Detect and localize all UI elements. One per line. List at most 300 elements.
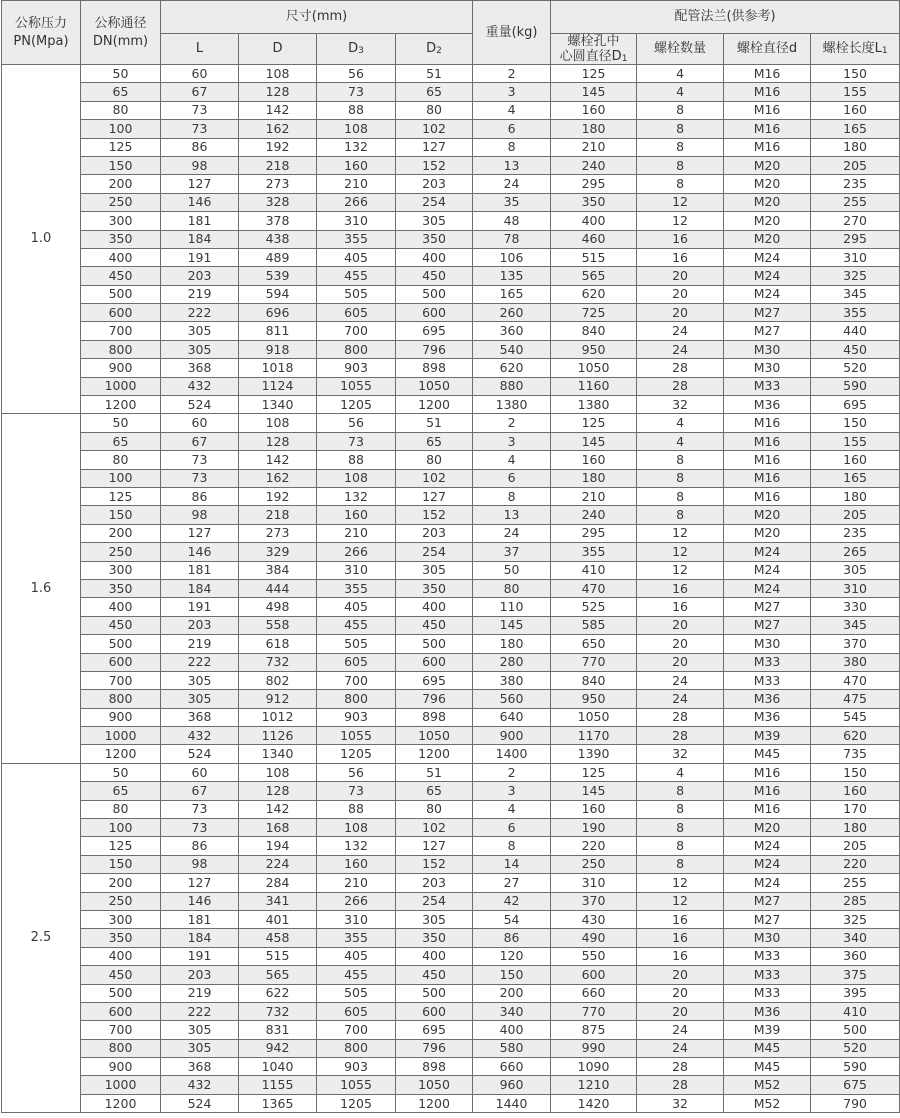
bolt-diameter-cell: M30 bbox=[724, 340, 811, 358]
bolt-count-cell: 12 bbox=[637, 561, 724, 579]
bolt-diameter-cell: M27 bbox=[724, 304, 811, 322]
bolt-diameter-cell: M24 bbox=[724, 837, 811, 855]
d2-cell: 80 bbox=[396, 800, 473, 818]
d3-cell: 210 bbox=[317, 175, 396, 193]
bolt-length-cell: 265 bbox=[811, 543, 900, 561]
table-row bbox=[2, 1039, 900, 1057]
weight-cell: 340 bbox=[473, 1002, 551, 1020]
bolt-length-cell: 310 bbox=[811, 579, 900, 597]
d1-cell: 295 bbox=[551, 175, 637, 193]
d2-cell: 796 bbox=[396, 340, 473, 358]
dn-cell: 400 bbox=[81, 248, 161, 266]
bolt-diameter-cell: M30 bbox=[724, 929, 811, 947]
weight-cell: 13 bbox=[473, 506, 551, 524]
d-cell: 128 bbox=[239, 782, 317, 800]
bolt-count-cell: 8 bbox=[637, 120, 724, 138]
l-cell: 146 bbox=[161, 543, 239, 561]
d-cell: 1012 bbox=[239, 708, 317, 726]
table-row bbox=[2, 579, 900, 597]
table-row bbox=[2, 1094, 900, 1112]
bolt-diameter-cell: M36 bbox=[724, 1002, 811, 1020]
bolt-diameter-cell: M20 bbox=[724, 156, 811, 174]
dn-cell: 80 bbox=[81, 800, 161, 818]
weight-cell: 48 bbox=[473, 212, 551, 230]
l-cell: 305 bbox=[161, 671, 239, 689]
d3-cell: 210 bbox=[317, 874, 396, 892]
d3-cell: 56 bbox=[317, 763, 396, 781]
header-dn: 公称通径 DN(mm) bbox=[81, 1, 161, 65]
d3-cell: 108 bbox=[317, 120, 396, 138]
d3-cell: 310 bbox=[317, 910, 396, 928]
weight-cell: 165 bbox=[473, 285, 551, 303]
l-cell: 368 bbox=[161, 1058, 239, 1076]
dn-cell: 150 bbox=[81, 156, 161, 174]
d-cell: 218 bbox=[239, 506, 317, 524]
bolt-count-cell: 12 bbox=[637, 543, 724, 561]
l-cell: 305 bbox=[161, 1021, 239, 1039]
l-cell: 222 bbox=[161, 653, 239, 671]
bolt-count-cell: 32 bbox=[637, 396, 724, 414]
d-cell: 108 bbox=[239, 763, 317, 781]
l-cell: 219 bbox=[161, 285, 239, 303]
bolt-diameter-cell: M20 bbox=[724, 212, 811, 230]
bolt-diameter-cell: M33 bbox=[724, 671, 811, 689]
dn-cell: 100 bbox=[81, 819, 161, 837]
bolt-count-cell: 12 bbox=[637, 892, 724, 910]
d3-cell: 800 bbox=[317, 1039, 396, 1057]
header-pn: 公称压力 PN(Mpa) bbox=[2, 1, 81, 65]
table-row bbox=[2, 396, 900, 414]
bolt-count-cell: 16 bbox=[637, 910, 724, 928]
dn-cell: 300 bbox=[81, 910, 161, 928]
bolt-count-cell: 12 bbox=[637, 193, 724, 211]
bolt-count-cell: 8 bbox=[637, 819, 724, 837]
table-row bbox=[2, 635, 900, 653]
d2-cell: 80 bbox=[396, 101, 473, 119]
bolt-diameter-cell: M30 bbox=[724, 359, 811, 377]
bolt-length-cell: 395 bbox=[811, 984, 900, 1002]
bolt-count-cell: 12 bbox=[637, 212, 724, 230]
bolt-length-cell: 375 bbox=[811, 966, 900, 984]
d-cell: 1018 bbox=[239, 359, 317, 377]
table-row bbox=[2, 377, 900, 395]
d2-cell: 51 bbox=[396, 414, 473, 432]
l-cell: 127 bbox=[161, 175, 239, 193]
d3-cell: 605 bbox=[317, 304, 396, 322]
bolt-length-cell: 285 bbox=[811, 892, 900, 910]
bolt-count-cell: 28 bbox=[637, 377, 724, 395]
d3-cell: 1055 bbox=[317, 1076, 396, 1094]
bolt-diameter-cell: M45 bbox=[724, 1039, 811, 1057]
l-cell: 86 bbox=[161, 487, 239, 505]
d-cell: 192 bbox=[239, 138, 317, 156]
bolt-length-cell: 475 bbox=[811, 690, 900, 708]
bolt-count-cell: 24 bbox=[637, 671, 724, 689]
bolt-length-cell: 545 bbox=[811, 708, 900, 726]
d1-cell: 840 bbox=[551, 322, 637, 340]
bolt-diameter-cell: M30 bbox=[724, 635, 811, 653]
header-bolt-length: 螺栓长度$L_1$ bbox=[811, 34, 900, 65]
l-cell: 67 bbox=[161, 83, 239, 101]
d3-cell: 903 bbox=[317, 359, 396, 377]
bolt-diameter-cell: M16 bbox=[724, 138, 811, 156]
d3-cell: 56 bbox=[317, 414, 396, 432]
d1-cell: 250 bbox=[551, 855, 637, 873]
dn-cell: 50 bbox=[81, 65, 161, 83]
bolt-diameter-cell: M27 bbox=[724, 322, 811, 340]
bolt-diameter-cell: M27 bbox=[724, 892, 811, 910]
d2-cell: 152 bbox=[396, 506, 473, 524]
bolt-diameter-cell: M24 bbox=[724, 561, 811, 579]
weight-cell: 3 bbox=[473, 83, 551, 101]
weight-cell: 2 bbox=[473, 414, 551, 432]
bolt-count-cell: 8 bbox=[637, 506, 724, 524]
table-row bbox=[2, 138, 900, 156]
d2-cell: 898 bbox=[396, 708, 473, 726]
bolt-length-cell: 325 bbox=[811, 910, 900, 928]
bolt-length-cell: 205 bbox=[811, 506, 900, 524]
d3-cell: 108 bbox=[317, 469, 396, 487]
d1-cell: 550 bbox=[551, 947, 637, 965]
pn-group-label: 1.0 bbox=[2, 65, 81, 414]
d3-cell: 266 bbox=[317, 892, 396, 910]
bolt-diameter-cell: M16 bbox=[724, 451, 811, 469]
bolt-diameter-cell: M39 bbox=[724, 727, 811, 745]
bolt-length-cell: 235 bbox=[811, 175, 900, 193]
d3-cell: 160 bbox=[317, 855, 396, 873]
header-l: L bbox=[161, 34, 239, 65]
l-cell: 146 bbox=[161, 193, 239, 211]
d-cell: 594 bbox=[239, 285, 317, 303]
dn-cell: 800 bbox=[81, 340, 161, 358]
dn-cell: 300 bbox=[81, 212, 161, 230]
weight-cell: 14 bbox=[473, 855, 551, 873]
table-row bbox=[2, 984, 900, 1002]
dn-cell: 125 bbox=[81, 837, 161, 855]
d1-cell: 125 bbox=[551, 763, 637, 781]
table-row bbox=[2, 910, 900, 928]
table-row bbox=[2, 1076, 900, 1094]
bolt-length-cell: 180 bbox=[811, 487, 900, 505]
d1-cell: 650 bbox=[551, 635, 637, 653]
d2-cell: 350 bbox=[396, 579, 473, 597]
d2-cell: 350 bbox=[396, 929, 473, 947]
d3-cell: 73 bbox=[317, 432, 396, 450]
bolt-count-cell: 32 bbox=[637, 1094, 724, 1112]
d1-cell: 180 bbox=[551, 469, 637, 487]
weight-cell: 50 bbox=[473, 561, 551, 579]
dn-cell: 50 bbox=[81, 414, 161, 432]
l-cell: 73 bbox=[161, 819, 239, 837]
l-cell: 432 bbox=[161, 727, 239, 745]
l-cell: 73 bbox=[161, 800, 239, 818]
d-cell: 558 bbox=[239, 616, 317, 634]
d3-cell: 505 bbox=[317, 635, 396, 653]
d2-cell: 500 bbox=[396, 984, 473, 1002]
d-cell: 328 bbox=[239, 193, 317, 211]
table-row bbox=[2, 598, 900, 616]
bolt-length-cell: 790 bbox=[811, 1094, 900, 1112]
bolt-count-cell: 16 bbox=[637, 947, 724, 965]
weight-cell: 24 bbox=[473, 175, 551, 193]
bolt-length-cell: 150 bbox=[811, 763, 900, 781]
weight-cell: 106 bbox=[473, 248, 551, 266]
weight-cell: 640 bbox=[473, 708, 551, 726]
bolt-length-cell: 205 bbox=[811, 156, 900, 174]
d1-cell: 160 bbox=[551, 101, 637, 119]
bolt-length-cell: 470 bbox=[811, 671, 900, 689]
l-cell: 146 bbox=[161, 892, 239, 910]
l-cell: 524 bbox=[161, 1094, 239, 1112]
d1-cell: 410 bbox=[551, 561, 637, 579]
bolt-diameter-cell: M20 bbox=[724, 506, 811, 524]
weight-cell: 8 bbox=[473, 487, 551, 505]
d3-cell: 455 bbox=[317, 966, 396, 984]
bolt-count-cell: 8 bbox=[637, 451, 724, 469]
weight-cell: 3 bbox=[473, 432, 551, 450]
bolt-diameter-cell: M39 bbox=[724, 1021, 811, 1039]
bolt-length-cell: 360 bbox=[811, 947, 900, 965]
d2-cell: 400 bbox=[396, 248, 473, 266]
bolt-count-cell: 8 bbox=[637, 487, 724, 505]
l-cell: 60 bbox=[161, 65, 239, 83]
d3-cell: 405 bbox=[317, 598, 396, 616]
weight-cell: 24 bbox=[473, 524, 551, 542]
weight-cell: 6 bbox=[473, 469, 551, 487]
table-row bbox=[2, 285, 900, 303]
weight-cell: 660 bbox=[473, 1058, 551, 1076]
bolt-length-cell: 410 bbox=[811, 1002, 900, 1020]
dn-cell: 350 bbox=[81, 929, 161, 947]
d3-cell: 56 bbox=[317, 65, 396, 83]
d2-cell: 695 bbox=[396, 1021, 473, 1039]
l-cell: 73 bbox=[161, 469, 239, 487]
bolt-count-cell: 8 bbox=[637, 469, 724, 487]
d2-cell: 254 bbox=[396, 543, 473, 561]
table-row bbox=[2, 616, 900, 634]
d1-cell: 525 bbox=[551, 598, 637, 616]
bolt-diameter-cell: M36 bbox=[724, 396, 811, 414]
weight-cell: 110 bbox=[473, 598, 551, 616]
weight-cell: 260 bbox=[473, 304, 551, 322]
l-cell: 127 bbox=[161, 524, 239, 542]
bolt-diameter-cell: M16 bbox=[724, 763, 811, 781]
bolt-diameter-cell: M27 bbox=[724, 910, 811, 928]
table-row bbox=[2, 1021, 900, 1039]
l-cell: 184 bbox=[161, 230, 239, 248]
d-cell: 918 bbox=[239, 340, 317, 358]
l-cell: 203 bbox=[161, 966, 239, 984]
l-cell: 184 bbox=[161, 579, 239, 597]
dn-cell: 1000 bbox=[81, 727, 161, 745]
bolt-length-cell: 170 bbox=[811, 800, 900, 818]
bolt-diameter-cell: M24 bbox=[724, 855, 811, 873]
d-cell: 622 bbox=[239, 984, 317, 1002]
d1-cell: 240 bbox=[551, 506, 637, 524]
dn-cell: 100 bbox=[81, 120, 161, 138]
table-row bbox=[2, 947, 900, 965]
d2-cell: 1050 bbox=[396, 727, 473, 745]
d1-cell: 515 bbox=[551, 248, 637, 266]
bolt-length-cell: 165 bbox=[811, 469, 900, 487]
weight-cell: 3 bbox=[473, 782, 551, 800]
d1-cell: 490 bbox=[551, 929, 637, 947]
l-cell: 60 bbox=[161, 763, 239, 781]
bolt-diameter-cell: M27 bbox=[724, 616, 811, 634]
l-cell: 524 bbox=[161, 745, 239, 763]
l-cell: 98 bbox=[161, 855, 239, 873]
bolt-count-cell: 16 bbox=[637, 230, 724, 248]
dn-cell: 900 bbox=[81, 1058, 161, 1076]
d3-cell: 800 bbox=[317, 340, 396, 358]
d3-cell: 132 bbox=[317, 138, 396, 156]
weight-cell: 1440 bbox=[473, 1094, 551, 1112]
d1-cell: 470 bbox=[551, 579, 637, 597]
bolt-length-cell: 330 bbox=[811, 598, 900, 616]
bolt-length-cell: 675 bbox=[811, 1076, 900, 1094]
d3-cell: 355 bbox=[317, 929, 396, 947]
d1-cell: 310 bbox=[551, 874, 637, 892]
d2-cell: 203 bbox=[396, 175, 473, 193]
d-cell: 1040 bbox=[239, 1058, 317, 1076]
dn-cell: 65 bbox=[81, 782, 161, 800]
table-row bbox=[2, 120, 900, 138]
d-cell: 458 bbox=[239, 929, 317, 947]
table-row bbox=[2, 653, 900, 671]
d-cell: 696 bbox=[239, 304, 317, 322]
d2-cell: 203 bbox=[396, 874, 473, 892]
bolt-count-cell: 20 bbox=[637, 267, 724, 285]
table-header bbox=[2, 1, 900, 65]
l-cell: 203 bbox=[161, 616, 239, 634]
dn-cell: 700 bbox=[81, 1021, 161, 1039]
table-row bbox=[2, 193, 900, 211]
d3-cell: 1205 bbox=[317, 1094, 396, 1112]
d-cell: 438 bbox=[239, 230, 317, 248]
table-row bbox=[2, 506, 900, 524]
bolt-length-cell: 450 bbox=[811, 340, 900, 358]
bolt-length-cell: 520 bbox=[811, 359, 900, 377]
l-cell: 86 bbox=[161, 138, 239, 156]
d-cell: 128 bbox=[239, 432, 317, 450]
d3-cell: 903 bbox=[317, 1058, 396, 1076]
d-cell: 341 bbox=[239, 892, 317, 910]
table-row bbox=[2, 708, 900, 726]
d2-cell: 51 bbox=[396, 65, 473, 83]
l-cell: 305 bbox=[161, 340, 239, 358]
bolt-count-cell: 8 bbox=[637, 837, 724, 855]
header-flange: 配管法兰(供参考) bbox=[551, 1, 900, 34]
bolt-diameter-cell: M24 bbox=[724, 285, 811, 303]
bolt-diameter-cell: M16 bbox=[724, 782, 811, 800]
bolt-diameter-cell: M45 bbox=[724, 1058, 811, 1076]
d2-cell: 898 bbox=[396, 359, 473, 377]
d1-cell: 1050 bbox=[551, 708, 637, 726]
d3-cell: 160 bbox=[317, 506, 396, 524]
table-row bbox=[2, 727, 900, 745]
table-row bbox=[2, 763, 900, 781]
table-row bbox=[2, 230, 900, 248]
d-cell: 912 bbox=[239, 690, 317, 708]
d3-cell: 108 bbox=[317, 819, 396, 837]
bolt-count-cell: 20 bbox=[637, 635, 724, 653]
l-cell: 181 bbox=[161, 910, 239, 928]
d3-cell: 700 bbox=[317, 671, 396, 689]
d2-cell: 65 bbox=[396, 782, 473, 800]
bolt-length-cell: 325 bbox=[811, 267, 900, 285]
header-d2: $D_2$ bbox=[396, 34, 473, 65]
d2-cell: 400 bbox=[396, 947, 473, 965]
d2-cell: 254 bbox=[396, 892, 473, 910]
dn-cell: 500 bbox=[81, 984, 161, 1002]
dn-cell: 200 bbox=[81, 175, 161, 193]
bolt-length-cell: 160 bbox=[811, 451, 900, 469]
bolt-diameter-cell: M33 bbox=[724, 653, 811, 671]
l-cell: 191 bbox=[161, 947, 239, 965]
dn-cell: 700 bbox=[81, 322, 161, 340]
dn-cell: 150 bbox=[81, 506, 161, 524]
bolt-length-cell: 305 bbox=[811, 561, 900, 579]
d2-cell: 152 bbox=[396, 855, 473, 873]
bolt-count-cell: 20 bbox=[637, 285, 724, 303]
bolt-count-cell: 24 bbox=[637, 340, 724, 358]
bolt-count-cell: 8 bbox=[637, 855, 724, 873]
d-cell: 142 bbox=[239, 101, 317, 119]
d2-cell: 203 bbox=[396, 524, 473, 542]
bolt-length-cell: 380 bbox=[811, 653, 900, 671]
bolt-diameter-cell: M20 bbox=[724, 230, 811, 248]
d1-cell: 600 bbox=[551, 966, 637, 984]
d2-cell: 450 bbox=[396, 966, 473, 984]
dn-cell: 100 bbox=[81, 469, 161, 487]
d2-cell: 450 bbox=[396, 616, 473, 634]
d-cell: 108 bbox=[239, 414, 317, 432]
table-row bbox=[2, 432, 900, 450]
l-cell: 305 bbox=[161, 322, 239, 340]
table-row bbox=[2, 83, 900, 101]
d2-cell: 898 bbox=[396, 1058, 473, 1076]
bolt-count-cell: 8 bbox=[637, 800, 724, 818]
weight-cell: 620 bbox=[473, 359, 551, 377]
dn-cell: 65 bbox=[81, 83, 161, 101]
bolt-count-cell: 20 bbox=[637, 653, 724, 671]
d2-cell: 65 bbox=[396, 432, 473, 450]
bolt-count-cell: 28 bbox=[637, 727, 724, 745]
l-cell: 219 bbox=[161, 635, 239, 653]
table-row bbox=[2, 156, 900, 174]
d3-cell: 310 bbox=[317, 561, 396, 579]
l-cell: 203 bbox=[161, 267, 239, 285]
d-cell: 1126 bbox=[239, 727, 317, 745]
header-bolt-diameter: 螺栓直径d bbox=[724, 34, 811, 65]
dn-cell: 200 bbox=[81, 524, 161, 542]
weight-cell: 360 bbox=[473, 322, 551, 340]
d-cell: 378 bbox=[239, 212, 317, 230]
bolt-length-cell: 180 bbox=[811, 819, 900, 837]
d-cell: 162 bbox=[239, 120, 317, 138]
bolt-length-cell: 340 bbox=[811, 929, 900, 947]
d-cell: 539 bbox=[239, 267, 317, 285]
d3-cell: 903 bbox=[317, 708, 396, 726]
bolt-diameter-cell: M20 bbox=[724, 175, 811, 193]
l-cell: 368 bbox=[161, 708, 239, 726]
d2-cell: 500 bbox=[396, 635, 473, 653]
dn-cell: 125 bbox=[81, 487, 161, 505]
dn-cell: 600 bbox=[81, 304, 161, 322]
table-row bbox=[2, 524, 900, 542]
d-cell: 942 bbox=[239, 1039, 317, 1057]
header-bolt-count: 螺栓数量 bbox=[637, 34, 724, 65]
